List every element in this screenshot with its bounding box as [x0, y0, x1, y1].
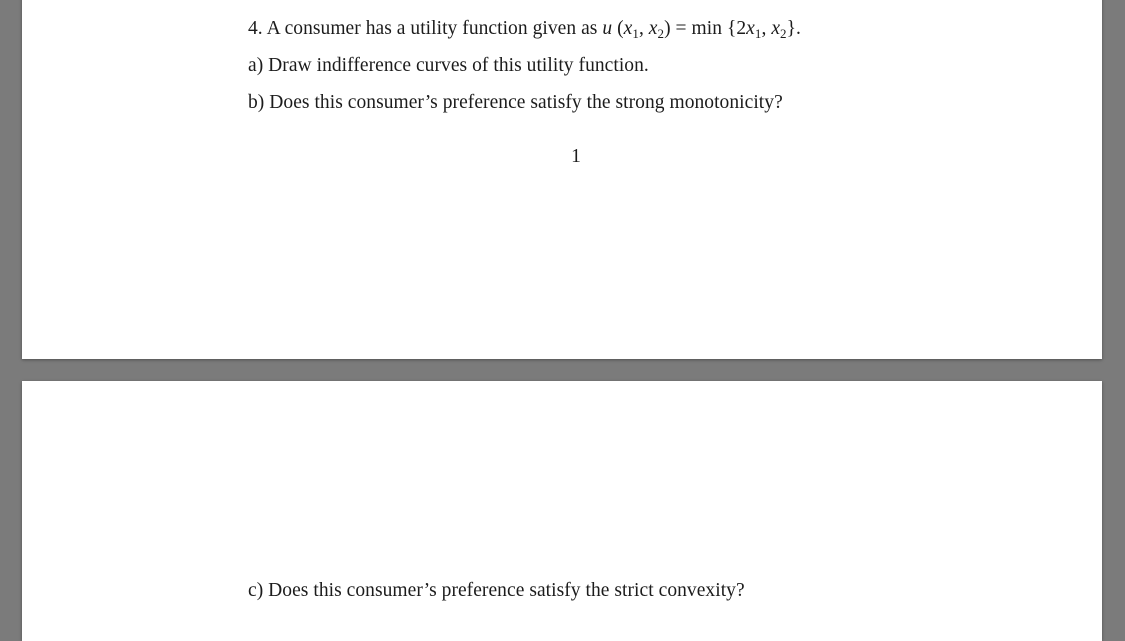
question-text: A consumer has a utility function given as: [266, 18, 598, 39]
question-number: 4.: [248, 18, 263, 39]
question-part-a: a) Draw indifference curves of this utility function.: [248, 55, 649, 76]
question-part-c: c) Does this consumer’s preference satisfy the strict convexity?: [248, 580, 745, 601]
page-1: [22, 0, 1102, 359]
question-4: [248, 17, 801, 46]
question-part-b: b) Does this consumer’s preference satisfy the strong monotonicity?: [248, 92, 783, 113]
utility-formula: u ($x_1$, $x_2) = \min \{2x_1$, $x_2$}.: [602, 18, 801, 41]
page-number: 1: [571, 146, 581, 167]
page-2: [22, 381, 1102, 641]
